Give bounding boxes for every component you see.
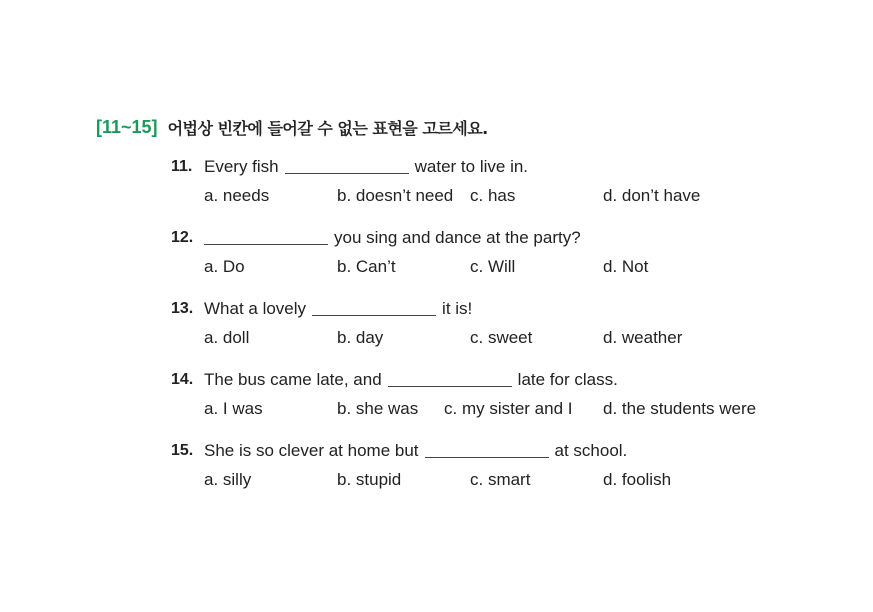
question-stem	[204, 226, 581, 250]
answer-blank	[388, 370, 512, 387]
instruction-text: 어법상 빈칸에 들어갈 수 없는 표현을 고르세요.	[167, 118, 488, 138]
stem-before: What a lovely	[204, 299, 307, 318]
option-b[interactable]: b. Can’t	[337, 257, 396, 276]
option-d[interactable]: d. foolish	[603, 470, 672, 489]
stem-after: at school.	[554, 441, 628, 460]
question-11	[171, 155, 811, 215]
question-number: 11.	[171, 158, 193, 175]
option-a[interactable]: a. silly	[204, 470, 252, 489]
option-b[interactable]: b. stupid	[337, 470, 402, 489]
stem-after: late for class.	[517, 370, 618, 389]
stem-before: Every fish	[204, 157, 279, 176]
stem-after: water to live in.	[414, 157, 529, 176]
option-b[interactable]: b. she was	[337, 399, 419, 418]
option-d[interactable]: d. Not	[603, 257, 649, 276]
question-range: [11~15]	[96, 116, 158, 137]
question-15	[171, 439, 811, 499]
question-number: 14.	[171, 371, 194, 388]
stem-after: you sing and dance at the party?	[334, 228, 581, 247]
option-a[interactable]: a. needs	[204, 186, 270, 205]
question-number: 12.	[171, 229, 194, 246]
option-a[interactable]: a. doll	[204, 328, 250, 347]
option-c[interactable]: c. Will	[470, 257, 516, 276]
question-number: 13.	[171, 300, 194, 317]
option-a[interactable]: a. Do	[204, 257, 245, 276]
answer-blank	[285, 157, 409, 174]
question-number: 15.	[171, 442, 194, 459]
answer-blank	[204, 228, 328, 245]
question-stem	[204, 439, 627, 463]
question-12	[171, 226, 811, 286]
stem-after: it is!	[442, 299, 473, 318]
option-c[interactable]: c. my sister and I	[444, 399, 573, 418]
option-c[interactable]: c. has	[470, 186, 516, 205]
question-stem	[204, 155, 528, 179]
option-a[interactable]: a. I was	[204, 399, 263, 418]
option-b[interactable]: b. doesn’t need	[337, 186, 454, 205]
question-stem	[204, 297, 472, 321]
option-d[interactable]: d. don’t have	[603, 186, 701, 205]
answer-blank	[312, 299, 436, 316]
question-13	[171, 297, 811, 357]
question-stem	[204, 368, 618, 392]
answer-blank	[425, 441, 549, 458]
option-d[interactable]: d. the students were	[603, 399, 757, 418]
option-c[interactable]: c. sweet	[470, 328, 533, 347]
section-header	[96, 115, 488, 139]
question-14	[171, 368, 811, 428]
stem-before: She is so clever at home but	[204, 441, 419, 460]
stem-before: The bus came late, and	[204, 370, 382, 389]
option-b[interactable]: b. day	[337, 328, 384, 347]
option-d[interactable]: d. weather	[603, 328, 683, 347]
option-c[interactable]: c. smart	[470, 470, 531, 489]
